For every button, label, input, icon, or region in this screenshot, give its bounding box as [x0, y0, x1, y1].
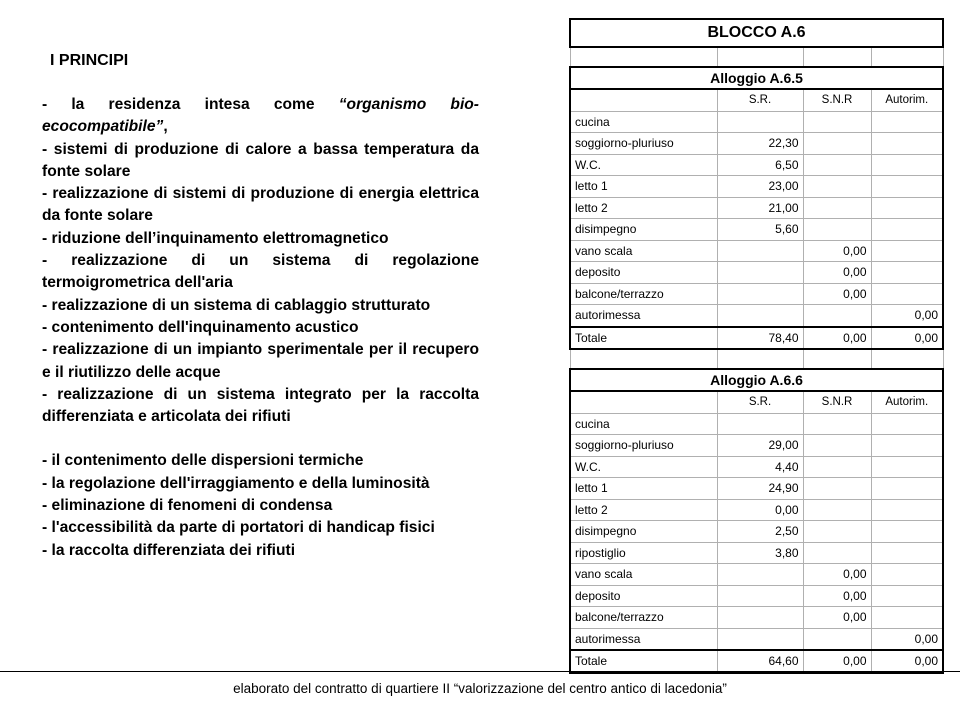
- apartment-title-row: [570, 369, 943, 391]
- snr-value: [803, 413, 871, 435]
- table-row: [570, 499, 943, 521]
- sr-value: [717, 628, 803, 650]
- sr-value: 6,50: [717, 154, 803, 176]
- room-label: letto 1: [570, 478, 717, 500]
- autorim-value: [871, 478, 943, 500]
- room-label: vano scala: [570, 564, 717, 586]
- table-row: [570, 176, 943, 198]
- empty-cell: [570, 391, 717, 413]
- snr-value: [803, 435, 871, 457]
- autorim-value: [871, 283, 943, 305]
- snr-value: [803, 154, 871, 176]
- column-header-row: [570, 89, 943, 111]
- autorim-value: [871, 499, 943, 521]
- table-row: [570, 585, 943, 607]
- room-label: balcone/terrazzo: [570, 607, 717, 629]
- apartment-title: Alloggio A.6.5: [570, 67, 943, 89]
- principle-item: - realizzazione di un sistema di cablaggio strutturato: [42, 296, 431, 314]
- table-row: [570, 305, 943, 327]
- autorim-value: [871, 435, 943, 457]
- apartment-title-row: [570, 67, 943, 89]
- snr-value: [803, 219, 871, 241]
- total-sr: 78,40: [717, 327, 803, 350]
- principle-item: - il contenimento delle dispersioni termiche: [42, 452, 364, 470]
- snr-value: 0,00: [803, 585, 871, 607]
- room-label: deposito: [570, 585, 717, 607]
- autorim-value: [871, 456, 943, 478]
- snr-value: 0,00: [803, 240, 871, 262]
- sr-value: 5,60: [717, 219, 803, 241]
- table-row: [570, 628, 943, 650]
- room-label: deposito: [570, 262, 717, 284]
- principle-item: [42, 94, 479, 139]
- empty-cell: [871, 349, 943, 369]
- principle-item: - la raccolta differenziata dei rifiuti: [42, 541, 296, 559]
- table-row: [570, 154, 943, 176]
- empty-cell: [570, 89, 717, 111]
- room-label: autorimessa: [570, 628, 717, 650]
- autorim-value: [871, 564, 943, 586]
- principle-italic-text: “organismo bio-ecocompatibile”: [42, 96, 479, 136]
- table-row: [570, 564, 943, 586]
- sr-value: 21,00: [717, 197, 803, 219]
- principle-item: - riduzione dell’inquinamento elettromagnetico: [42, 229, 389, 247]
- spacer-row: [570, 349, 943, 369]
- autorim-value: [871, 240, 943, 262]
- sr-value: [717, 413, 803, 435]
- autorim-value: [871, 521, 943, 543]
- snr-value: 0,00: [803, 607, 871, 629]
- footer-divider: [0, 671, 960, 672]
- empty-cell: [871, 47, 943, 67]
- principle-text: ,: [163, 118, 168, 136]
- sr-value: [717, 111, 803, 133]
- page-title: I PRINCIPI: [50, 52, 129, 69]
- autorim-value: [871, 262, 943, 284]
- sr-value: 23,00: [717, 176, 803, 198]
- sr-value: [717, 564, 803, 586]
- room-label: disimpegno: [570, 521, 717, 543]
- sr-value: [717, 585, 803, 607]
- autorim-value: [871, 133, 943, 155]
- sr-value: 0,00: [717, 499, 803, 521]
- room-label: disimpegno: [570, 219, 717, 241]
- sr-value: [717, 240, 803, 262]
- autorim-value: [871, 219, 943, 241]
- snr-value: [803, 478, 871, 500]
- table-row: [570, 283, 943, 305]
- room-label: cucina: [570, 111, 717, 133]
- autorim-value: [871, 542, 943, 564]
- autorim-value: [871, 176, 943, 198]
- total-autorim: 0,00: [871, 650, 943, 673]
- sr-value: 22,30: [717, 133, 803, 155]
- snr-value: [803, 628, 871, 650]
- sr-value: [717, 262, 803, 284]
- room-label: soggiorno-pluriuso: [570, 133, 717, 155]
- column-header-autorim: Autorim.: [871, 89, 943, 111]
- autorim-value: 0,00: [871, 305, 943, 327]
- sr-value: [717, 607, 803, 629]
- empty-cell: [717, 349, 803, 369]
- apartment-title: Alloggio A.6.6: [570, 369, 943, 391]
- total-label: Totale: [570, 327, 717, 350]
- principle-item: - sistemi di produzione di calore a bassa temperatura da fonte solare: [42, 140, 479, 180]
- table-row: [570, 240, 943, 262]
- sr-value: [717, 305, 803, 327]
- spacer-row: [570, 47, 943, 67]
- snr-value: [803, 521, 871, 543]
- autorim-value: [871, 154, 943, 176]
- table-row: [570, 262, 943, 284]
- sr-value: 24,90: [717, 478, 803, 500]
- principle-item: - realizzazione di un impianto sperimentale per il recupero e il riutilizzo delle acque: [42, 341, 479, 381]
- sr-value: 4,40: [717, 456, 803, 478]
- room-label: letto 2: [570, 197, 717, 219]
- principle-item: - la regolazione dell'irraggiamento e della luminosità: [42, 474, 430, 492]
- empty-cell: [803, 349, 871, 369]
- room-label: letto 2: [570, 499, 717, 521]
- empty-cell: [570, 349, 717, 369]
- paragraph-spacer: [42, 428, 479, 450]
- principle-item: - realizzazione di sistemi di produzione di energia elettrica da fonte solare: [42, 185, 479, 225]
- snr-value: 0,00: [803, 564, 871, 586]
- room-label: W.C.: [570, 154, 717, 176]
- column-header-sr: S.R.: [717, 391, 803, 413]
- autorim-value: [871, 607, 943, 629]
- snr-value: [803, 133, 871, 155]
- principle-item: - realizzazione di un sistema di regolazione termoigrometrica dell'aria: [42, 252, 479, 292]
- table-row: [570, 607, 943, 629]
- room-label: autorimessa: [570, 305, 717, 327]
- table-row: [570, 197, 943, 219]
- principles-list: [42, 94, 479, 562]
- table-row: [570, 219, 943, 241]
- block-title: BLOCCO A.6: [570, 19, 943, 47]
- room-label: cucina: [570, 413, 717, 435]
- snr-value: [803, 176, 871, 198]
- sr-value: 29,00: [717, 435, 803, 457]
- table-row: [570, 542, 943, 564]
- column-header-snr: S.N.R: [803, 391, 871, 413]
- total-sr: 64,60: [717, 650, 803, 673]
- footer-caption: elaborato del contratto di quartiere II “valorizzazione del centro antico di lacedonia”: [233, 681, 727, 696]
- sr-value: [717, 283, 803, 305]
- autorim-value: 0,00: [871, 628, 943, 650]
- principle-item: - realizzazione di un sistema integrato per la raccolta differenziata e articolata dei rifiuti: [42, 385, 479, 426]
- table-row: [570, 521, 943, 543]
- room-label: W.C.: [570, 456, 717, 478]
- table-row: [570, 133, 943, 155]
- total-row: [570, 650, 943, 673]
- column-header-autorim: Autorim.: [871, 391, 943, 413]
- empty-cell: [717, 47, 803, 67]
- principle-item: - l'accessibilità da parte di portatori di handicap fisici: [42, 519, 435, 537]
- principle-item: - contenimento dell'inquinamento acustico: [42, 318, 359, 336]
- snr-value: [803, 499, 871, 521]
- autorim-value: [871, 111, 943, 133]
- snr-value: 0,00: [803, 262, 871, 284]
- room-label: vano scala: [570, 240, 717, 262]
- snr-value: [803, 305, 871, 327]
- table-row: [570, 111, 943, 133]
- column-header-snr: S.N.R: [803, 89, 871, 111]
- table-row: [570, 456, 943, 478]
- total-autorim: 0,00: [871, 327, 943, 350]
- total-label: Totale: [570, 650, 717, 673]
- block-title-row: [570, 19, 943, 47]
- snr-value: 0,00: [803, 283, 871, 305]
- snr-value: [803, 111, 871, 133]
- sr-value: 3,80: [717, 542, 803, 564]
- snr-value: [803, 197, 871, 219]
- autorim-value: [871, 197, 943, 219]
- snr-value: [803, 542, 871, 564]
- snr-value: [803, 456, 871, 478]
- room-label: ripostiglio: [570, 542, 717, 564]
- surface-table: [569, 18, 944, 674]
- table-row: [570, 478, 943, 500]
- empty-cell: [570, 47, 717, 67]
- empty-cell: [803, 47, 871, 67]
- room-label: soggiorno-pluriuso: [570, 435, 717, 457]
- room-label: letto 1: [570, 176, 717, 198]
- total-snr: 0,00: [803, 650, 871, 673]
- autorim-value: [871, 413, 943, 435]
- total-row: [570, 327, 943, 350]
- autorim-value: [871, 585, 943, 607]
- room-label: balcone/terrazzo: [570, 283, 717, 305]
- principle-item: - eliminazione di fenomeni di condensa: [42, 497, 333, 515]
- column-header-row: [570, 391, 943, 413]
- total-snr: 0,00: [803, 327, 871, 350]
- table-row: [570, 435, 943, 457]
- principle-text: - la residenza intesa come: [42, 96, 339, 113]
- column-header-sr: S.R.: [717, 89, 803, 111]
- table-row: [570, 413, 943, 435]
- sr-value: 2,50: [717, 521, 803, 543]
